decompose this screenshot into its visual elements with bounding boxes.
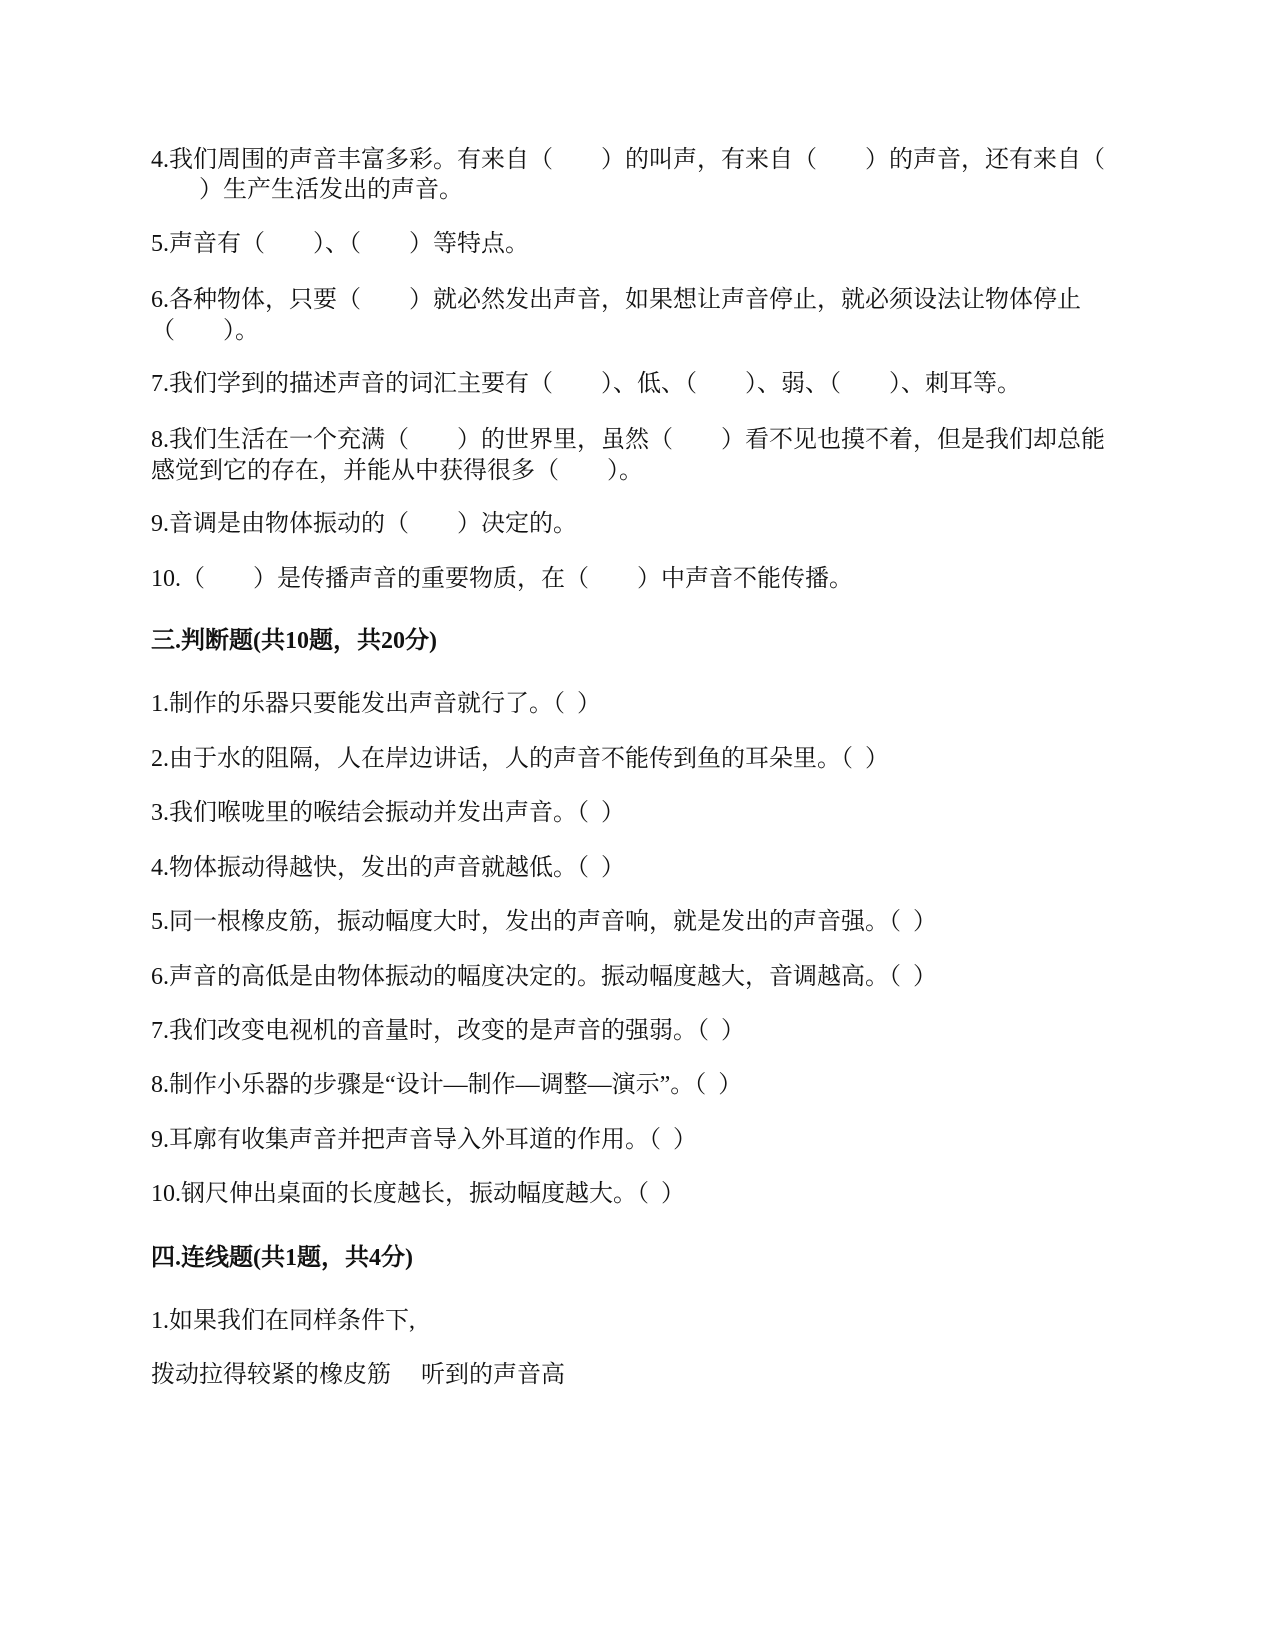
matching-row-1: 拨动拉得较紧的橡皮筋 听到的声音高 <box>151 1362 565 1388</box>
true-false-item-10: 10.钢尺伸出桌面的长度越长，振动幅度越大。（ ） <box>151 1181 685 1207</box>
fill-blank-q8-line2: 感觉到它的存在，并能从中获得很多（ ）。 <box>151 458 643 484</box>
true-false-item-1: 1.制作的乐器只要能发出声音就行了。（ ） <box>151 691 601 717</box>
fill-blank-q4-line1: 4.我们周围的声音丰富多彩。有来自（ ）的叫声，有来自（ ）的声音，还有来自（ <box>151 147 1105 173</box>
fill-blank-q8-line1: 8.我们生活在一个充满（ ）的世界里，虽然（ ）看不见也摸不着，但是我们却总能 <box>151 427 1105 453</box>
true-false-item-7: 7.我们改变电视机的音量时，改变的是声音的强弱。（ ） <box>151 1018 745 1044</box>
section-heading-true-false: 三.判断题(共10题，共20分) <box>151 628 437 654</box>
matching-q1: 1.如果我们在同样条件下, <box>151 1308 415 1334</box>
fill-blank-q6-line2: （ ）。 <box>151 318 259 344</box>
true-false-item-8: 8.制作小乐器的步骤是“设计—制作—调整—演示”。（ ） <box>151 1072 743 1098</box>
fill-blank-q9: 9.音调是由物体振动的（ ）决定的。 <box>151 511 577 537</box>
true-false-item-2: 2.由于水的阻隔，人在岸边讲话，人的声音不能传到鱼的耳朵里。（ ） <box>151 746 889 772</box>
fill-blank-q10: 10.（ ）是传播声音的重要物质，在（ ）中声音不能传播。 <box>151 566 853 592</box>
section-heading-matching: 四.连线题(共1题，共4分) <box>151 1245 413 1271</box>
true-false-item-6: 6.声音的高低是由物体振动的幅度决定的。振动幅度越大，音调越高。（ ） <box>151 964 937 990</box>
true-false-item-3: 3.我们喉咙里的喉结会振动并发出声音。（ ） <box>151 800 625 826</box>
true-false-item-5: 5.同一根橡皮筋，振动幅度大时，发出的声音响，就是发出的声音强。（ ） <box>151 909 937 935</box>
true-false-item-9: 9.耳廓有收集声音并把声音导入外耳道的作用。（ ） <box>151 1127 697 1153</box>
fill-blank-q6-line1: 6.各种物体，只要（ ）就必然发出声音，如果想让声音停止，就必须设法让物体停止 <box>151 287 1081 313</box>
fill-blank-q4-line2: ）生产生活发出的声音。 <box>151 177 463 203</box>
true-false-item-4: 4.物体振动得越快，发出的声音就越低。（ ） <box>151 855 625 881</box>
fill-blank-q7: 7.我们学到的描述声音的词汇主要有（ ）、低、（ ）、弱、（ ）、刺耳等。 <box>151 371 1021 397</box>
fill-blank-q5: 5.声音有（ ）、（ ）等特点。 <box>151 231 529 257</box>
